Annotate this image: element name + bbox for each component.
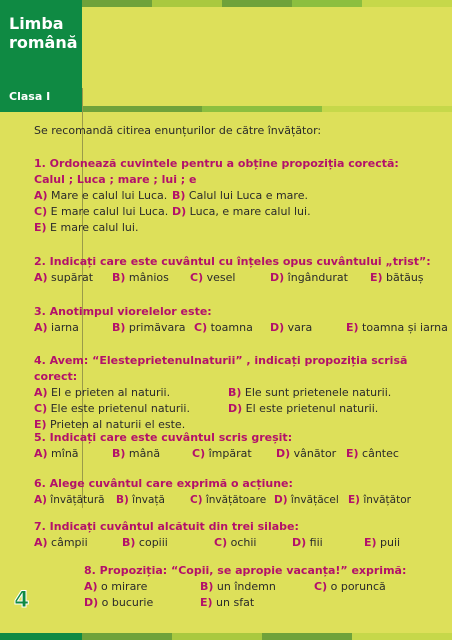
subject-header: [0, 0, 82, 106]
question-6: [34, 476, 450, 508]
question-7: [34, 519, 450, 551]
q6-option-d[interactable]: învățăcel: [290, 494, 339, 506]
q2-option-d[interactable]: îngândurat: [287, 271, 348, 284]
option-letter: B): [200, 580, 214, 593]
option-letter: E): [34, 418, 47, 431]
option-letter: B): [228, 386, 242, 399]
q5-option-d[interactable]: vânător: [293, 447, 337, 460]
question-1-words: Calul ; Luca ; mare ; lui ; e: [34, 173, 197, 186]
option-letter: E): [370, 271, 383, 284]
option-letter: C): [190, 271, 204, 284]
option-letter: C): [314, 580, 328, 593]
option-letter: A): [34, 447, 48, 460]
q5-option-e[interactable]: cântec: [362, 447, 399, 460]
q8-option-e[interactable]: un sfat: [216, 596, 255, 609]
question-4-text: 4. Avem: “Elesteprietenulnaturii” , indicați propoziția scrisă corect:: [34, 354, 408, 383]
q4-option-d[interactable]: El este prietenul naturii.: [245, 402, 379, 415]
option-letter: E): [348, 494, 360, 506]
q5-option-a[interactable]: mînă: [51, 447, 79, 460]
q2-option-c[interactable]: vesel: [206, 271, 236, 284]
q6-option-a[interactable]: învățătură: [50, 494, 105, 506]
option-letter: E): [200, 596, 213, 609]
class-label: Clasa I: [9, 90, 51, 103]
option-letter: C): [34, 205, 48, 218]
q6-option-b[interactable]: învață: [132, 494, 165, 506]
q1-option-c[interactable]: E mare calul lui Luca.: [50, 205, 169, 218]
option-letter: E): [34, 221, 47, 234]
question-5: [34, 430, 450, 462]
option-letter: A): [34, 494, 47, 506]
option-letter: C): [192, 447, 206, 460]
q4-option-c[interactable]: Ele este prietenul naturii.: [50, 402, 190, 415]
q8-option-b[interactable]: un îndemn: [216, 580, 276, 593]
q2-option-a[interactable]: supărat: [51, 271, 94, 284]
option-letter: D): [84, 596, 99, 609]
q4-option-a[interactable]: El e prieten al naturii.: [51, 386, 171, 399]
q1-option-e[interactable]: E mare calul lui.: [50, 221, 139, 234]
question-8: [84, 563, 448, 611]
option-letter: D): [172, 205, 187, 218]
question-7-text: 7. Indicați cuvântul alcătuit din trei silabe:: [34, 520, 299, 533]
question-3: [34, 304, 450, 336]
intro-text: Se recomandă citirea enunțurilor de către învățător:: [34, 124, 322, 137]
option-letter: E): [346, 447, 359, 460]
option-letter: E): [364, 536, 377, 549]
option-letter: E): [346, 321, 359, 334]
q3-option-d[interactable]: vara: [287, 321, 313, 334]
q6-option-e[interactable]: învățător: [363, 494, 411, 506]
q2-option-b[interactable]: mânios: [128, 271, 169, 284]
header-divider: [0, 106, 452, 112]
option-letter: B): [122, 536, 136, 549]
q2-option-e[interactable]: bătăuș: [386, 271, 424, 284]
option-letter: A): [34, 321, 48, 334]
option-letter: B): [112, 321, 126, 334]
question-1: [34, 156, 446, 236]
option-letter: B): [112, 447, 126, 460]
option-letter: A): [84, 580, 98, 593]
option-letter: B): [116, 494, 129, 506]
q7-option-d[interactable]: fiii: [309, 536, 323, 549]
subject-title: Limba română: [9, 14, 78, 52]
option-letter: A): [34, 386, 48, 399]
option-letter: D): [276, 447, 291, 460]
question-6-text: 6. Alege cuvântul care exprimă o acțiune:: [34, 477, 293, 490]
question-8-text: 8. Propoziția: “Copii, se apropie vacanța!” exprimă:: [84, 564, 407, 577]
q8-option-a[interactable]: o mirare: [101, 580, 148, 593]
q7-option-a[interactable]: câmpii: [51, 536, 88, 549]
option-letter: C): [214, 536, 228, 549]
q6-option-c[interactable]: învățătoare: [205, 494, 267, 506]
bottom-color-stripes: [0, 633, 452, 640]
option-letter: A): [34, 271, 48, 284]
option-letter: C): [34, 402, 48, 415]
option-letter: A): [34, 189, 48, 202]
q4-option-b[interactable]: Ele sunt prietenele naturii.: [244, 386, 392, 399]
option-letter: B): [112, 271, 126, 284]
q1-option-b[interactable]: Calul lui Luca e mare.: [188, 189, 308, 202]
question-3-text: 3. Anotimpul viorelelor este:: [34, 305, 212, 318]
q3-option-c[interactable]: toamna: [210, 321, 253, 334]
q5-option-c[interactable]: împărat: [208, 447, 252, 460]
q1-option-d[interactable]: Luca, e mare calul lui.: [189, 205, 311, 218]
question-5-text: 5. Indicați care este cuvântul scris greșit:: [34, 431, 293, 444]
option-letter: C): [194, 321, 208, 334]
q1-option-a[interactable]: Mare e calul lui Luca.: [51, 189, 168, 202]
question-4: [34, 353, 450, 433]
option-letter: D): [274, 494, 288, 506]
question-2-text: 2. Indicați care este cuvântul cu înțeles opus cuvântului „trist”:: [34, 255, 431, 268]
q7-option-c[interactable]: ochii: [230, 536, 257, 549]
q3-option-e[interactable]: toamna și iarna: [362, 321, 448, 334]
option-letter: A): [34, 536, 48, 549]
option-letter: C): [190, 494, 203, 506]
q4-option-e[interactable]: Prieten al naturii el este.: [50, 418, 186, 431]
option-letter: D): [270, 271, 285, 284]
q5-option-b[interactable]: mână: [128, 447, 161, 460]
option-letter: D): [228, 402, 243, 415]
option-letter: B): [172, 189, 186, 202]
q7-option-b[interactable]: copiii: [138, 536, 168, 549]
q3-option-b[interactable]: primăvara: [128, 321, 186, 334]
page-number: 4: [14, 588, 30, 613]
option-letter: D): [270, 321, 285, 334]
q7-option-e[interactable]: puii: [380, 536, 401, 549]
q8-option-d[interactable]: o bucurie: [101, 596, 154, 609]
q8-option-c[interactable]: o poruncă: [330, 580, 386, 593]
option-letter: D): [292, 536, 307, 549]
question-1-text: 1. Ordonează cuvintele pentru a obține propoziția corectă:: [34, 157, 399, 170]
q3-option-a[interactable]: iarna: [51, 321, 79, 334]
question-2: [34, 254, 450, 286]
